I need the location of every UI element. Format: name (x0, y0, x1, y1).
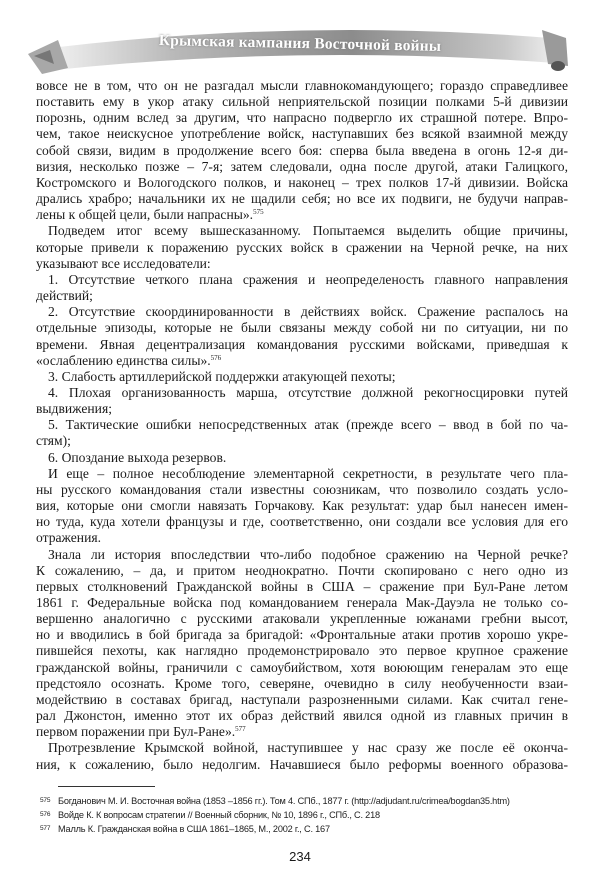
text-line (36, 143, 568, 159)
line-text: Знала ли история впоследствии что-либо подобное сражению на Черной речке? (48, 546, 568, 562)
footnote-reference[interactable]: 576 (210, 353, 222, 362)
text-line (36, 466, 568, 482)
line-text: дрались храбро; начальники их не щадили себя; но все их подвиги, не будучи направ- (36, 191, 568, 207)
text-line (36, 482, 568, 498)
footnote (40, 810, 380, 820)
line-text: И еще – полное несоблюдение элементарной секретности, в результате чего пла- (48, 465, 568, 481)
text-line (36, 272, 568, 288)
line-text: поставить ему в укор атаку сильной неприятельской позиции полками 5-й дивизии (36, 94, 568, 110)
text-line (36, 579, 568, 595)
text-line (36, 724, 568, 740)
text-line (36, 369, 568, 385)
line-text: модействию в составах бригад, наступали разрозненными силами. Как считал гене- (36, 691, 568, 707)
footnote-text: Малль К. Гражданская война в США 1861–1865, М., 2002 г., С. 167 (58, 824, 330, 834)
line-text: времени. Явная децентрализация командования русскими войсками, приведшая к (36, 336, 568, 352)
chapter-title: Крымская кампания Восточной войны (158, 32, 442, 55)
paragraph (36, 78, 568, 223)
text-line (36, 353, 568, 369)
text-line (36, 643, 568, 659)
text-line (36, 240, 568, 256)
footnote (40, 824, 330, 834)
paragraph (36, 272, 568, 304)
line-text: пившейся пехоты, как наглядно продемонстрировало это первое крупное сражение (36, 643, 568, 659)
line-text: гражданской войны, граничили с самоубийством, хотя воюющим генералам это еще (36, 659, 568, 675)
text-line (36, 740, 568, 756)
footnote-number: 577 (40, 825, 51, 832)
line-text: Костромского и Вологодского полков, и наконец – трех полков 17-й дивизии. Войска (36, 174, 568, 190)
paragraph (36, 304, 568, 369)
text-line (36, 611, 568, 627)
footnote-reference[interactable]: 577 (235, 725, 246, 734)
footnote-text: Богданович М. И. Восточная война (1853 –1856 гг.). Том 4. СПб., 1877 г. (http://adjudant.ru/crimea/bogdan35.htm) (58, 796, 510, 806)
paragraph (36, 466, 568, 547)
line-text: 1. Отсутствие четкого плана сражения и неопределеность главного направления (48, 271, 568, 287)
chapter-banner (20, 8, 580, 78)
line-text: чем, такое неискусное употребление войск, наступавших без всякой взаимной между (36, 126, 568, 142)
line-text: ны русского командования стали известны союзникам, что позволило создать усло- (36, 481, 568, 497)
text-line (36, 627, 568, 643)
paragraph (36, 223, 568, 271)
line-text: вершенно аналогично с русскими атаковали укрепленные южанами гребни высот, (36, 611, 568, 627)
text-line (36, 401, 568, 417)
line-text: 4. Плохая организованность марша, отсутствие должной рекогносцировки путей (48, 384, 568, 400)
text-line (36, 676, 568, 692)
line-text: но туда, куда хотели французы и где, соответственно, они создали все условия для его (36, 514, 568, 530)
line-text: выдвижения; (36, 401, 112, 417)
line-text: действий; (36, 288, 93, 304)
line-text: 3. Слабость артиллерийской поддержки атакующей пехоты; (48, 368, 396, 384)
text-line (36, 191, 568, 207)
line-text: первых столкновений Гражданской войны в США – сражение при Бул-Ране летом (36, 578, 568, 594)
line-text: но и вводились в бой бригада за бригадой: «Фронтальные атаки против хорошо укре- (36, 627, 568, 643)
line-text: К сожалению, – да, и притом неоднократно. Почти скопировано с него одно из (36, 562, 568, 578)
text-line (36, 660, 568, 676)
line-text: «ослаблению единства силы». (36, 352, 211, 368)
text-line (36, 547, 568, 563)
line-text: 1861 г. Федеральные войска под командованием генерала Мак-Дауэла не только со- (36, 595, 568, 610)
footnote-divider (58, 786, 155, 787)
text-line (36, 433, 568, 449)
footnote-reference[interactable]: 575 (253, 208, 264, 217)
line-text: лены к общей цели, были напрасны». (36, 207, 254, 223)
text-line (36, 563, 568, 579)
text-line (36, 126, 568, 142)
text-line (36, 94, 568, 110)
paragraph (36, 385, 568, 417)
footnote (40, 796, 510, 806)
text-line (36, 207, 568, 223)
text-line (36, 337, 568, 353)
text-line (36, 110, 568, 126)
paragraph (36, 417, 568, 449)
line-text: порознь, одним вслед за другим, что напрасно подвергло их страшной потере. Впро- (36, 110, 568, 126)
footnote-number: 576 (40, 811, 51, 818)
line-text: вовсе не в том, что он не разгадал мысли главнокомандующего; гораздо справедливее (36, 78, 568, 93)
body-text (36, 78, 568, 773)
footnote-number: 575 (40, 797, 51, 804)
line-text: отражения. (36, 530, 102, 546)
line-text: рал Джонстон, именно этот их образ действий явился одной из главных причин в (36, 708, 568, 724)
paragraph (36, 450, 568, 466)
line-text: Подведем итог всему вышесказанному. Попытаемся выделить общие причины, (48, 223, 568, 239)
text-line (36, 288, 568, 304)
line-text: Протрезвление Крымской войной, наступившее у нас сразу же после её оконча- (48, 740, 568, 756)
line-text: ния, к сожалению, было недолгим. Начавшиеся было реформы военного образова- (36, 756, 568, 772)
line-text: первом поражении при Бул-Ране». (36, 724, 236, 740)
text-line (36, 78, 568, 94)
text-line (36, 450, 568, 466)
line-text: 5. Тактические ошибки непосредственных атак (прежде всего – ввод в бой по ча- (48, 417, 568, 433)
text-line (36, 514, 568, 530)
text-line (36, 498, 568, 514)
text-line (36, 304, 568, 320)
text-line (36, 757, 568, 773)
line-text: 2. Отсутствие скоординированности в действиях войск. Сражение распалось на (48, 304, 568, 320)
line-text: которые привели к поражению русских войск в сражении на Черной речке, на них (36, 239, 568, 255)
paragraph (36, 740, 568, 772)
line-text: вия, которые они смогли навязать Горчакову. Как результат: удар был нанесен имен- (36, 498, 568, 514)
text-line (36, 530, 568, 546)
line-text: предстояло осознать. Кроме того, северяне, очевидно в силу необученности взаи- (36, 675, 568, 691)
line-text: визия, несколько позже – 7-я; затем следовали, одна после другой, атаки Галицкого, (36, 158, 568, 174)
text-line (36, 385, 568, 401)
page-number: 234 (289, 849, 311, 864)
text-line (36, 223, 568, 239)
line-text: указывают все исследователи: (36, 255, 211, 271)
paragraph (36, 369, 568, 385)
text-line (36, 595, 568, 611)
line-text: собой связи, видим в продолжение всего боя: сперва была введена в огонь 12-я ди- (36, 142, 568, 158)
line-text: стям); (36, 433, 71, 449)
footnote-text: Войде К. К вопросам стратегии // Военный сборник, № 10, 1896 г., СПб., С. 218 (58, 810, 380, 820)
paragraph (36, 547, 568, 741)
text-line (36, 159, 568, 175)
text-line (36, 708, 568, 724)
line-text: отдельные эпизоды, которые не были связаны между собой ни по ситуации, ни по (36, 320, 568, 336)
text-line (36, 175, 568, 191)
text-line (36, 692, 568, 708)
text-line (36, 320, 568, 336)
text-line (36, 256, 568, 272)
text-line (36, 417, 568, 433)
line-text: 6. Опоздание выхода резервов. (48, 449, 227, 465)
